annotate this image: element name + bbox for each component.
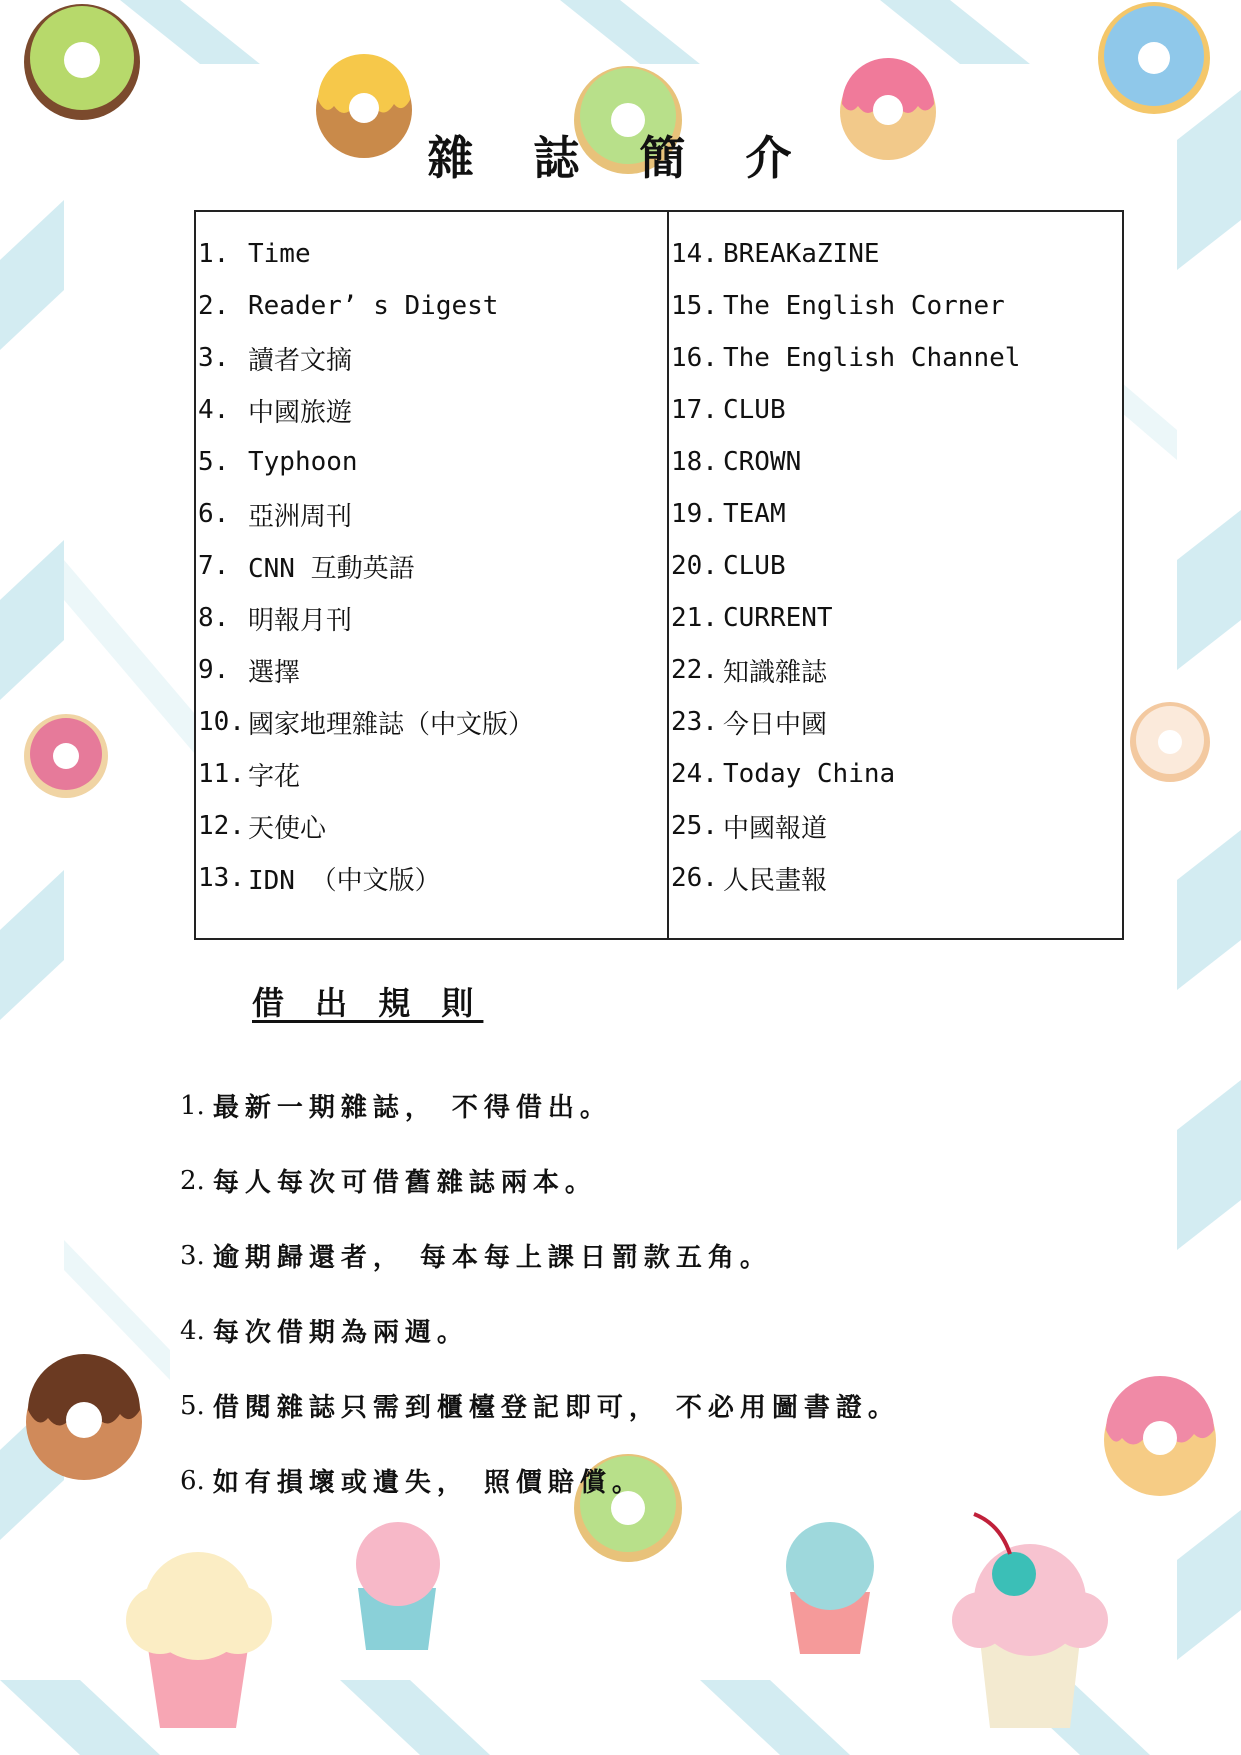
magazine-name: 讀者文摘 xyxy=(248,345,353,376)
rule-text: 逾期歸還者， 每本每上課日罰款五角。 xyxy=(212,1243,772,1273)
rule-text: 如有損壞或遺失， 照價賠償。 xyxy=(212,1468,644,1498)
list-item xyxy=(671,488,1122,540)
item-number: 7. xyxy=(198,551,230,581)
list-item xyxy=(198,488,667,540)
page-title: 雜 誌 簡 介 xyxy=(427,131,814,185)
list-item xyxy=(198,332,667,384)
magazine-name: Time xyxy=(248,239,311,269)
item-number: 19. xyxy=(670,499,718,529)
list-item xyxy=(671,540,1122,592)
magazine-name: CNN 互動英語 xyxy=(248,553,415,584)
rule-item xyxy=(180,1368,900,1443)
rule-text: 每次借期為兩週。 xyxy=(212,1318,469,1348)
cupcake-yellow-icon xyxy=(126,1552,272,1728)
magazine-name: The English Corner xyxy=(722,291,1005,321)
rules-heading: 借 出 規 則 xyxy=(252,984,484,1022)
rules-list xyxy=(180,1068,900,1518)
rule-text: 借閱雜誌只需到櫃檯登記即可， 不必用圖書證。 xyxy=(212,1393,900,1423)
cupcake-blue-icon xyxy=(786,1522,874,1654)
donut-green-icon xyxy=(24,4,140,120)
list-item xyxy=(198,384,667,436)
item-number: 21. xyxy=(670,603,718,633)
item-number: 3. xyxy=(198,343,230,373)
magazine-name: 天使心 xyxy=(248,813,327,844)
item-number: 24. xyxy=(670,759,718,789)
rule-number: 2. xyxy=(180,1165,205,1196)
magazine-name: The English Channel xyxy=(722,343,1021,373)
magazine-name: 知識雜誌 xyxy=(722,657,827,688)
list-item xyxy=(198,800,667,852)
item-number: 4. xyxy=(198,395,230,425)
magazine-name: CURRENT xyxy=(722,603,833,633)
list-item xyxy=(198,592,667,644)
magazine-name: BREAKaZINE xyxy=(722,239,880,269)
item-number: 16. xyxy=(670,343,718,373)
donut-pink-left-icon xyxy=(24,714,108,798)
list-item xyxy=(671,800,1122,852)
item-number: 6. xyxy=(198,499,230,529)
item-number: 8. xyxy=(198,603,230,633)
item-number: 23. xyxy=(670,707,718,737)
magazine-name: TEAM xyxy=(722,499,786,529)
magazine-name: 國家地理雜誌（中文版） xyxy=(248,709,535,740)
magazine-table xyxy=(194,210,1124,940)
magazine-name: 今日中國 xyxy=(722,709,827,740)
magazine-name: CROWN xyxy=(722,447,802,477)
cupcake-pink-icon xyxy=(356,1522,440,1650)
list-item xyxy=(671,384,1122,436)
magazine-name: Today China xyxy=(722,759,896,789)
stripe-frame-left xyxy=(0,200,64,1540)
item-number: 5. xyxy=(198,447,230,477)
rule-number: 6. xyxy=(180,1465,205,1496)
item-number: 13. xyxy=(198,863,245,893)
magazine-name: 選擇 xyxy=(248,657,301,688)
list-item xyxy=(671,696,1122,748)
magazine-name: Reader’ s Digest xyxy=(248,291,499,321)
item-number: 14. xyxy=(670,239,718,269)
donut-chocolate-icon xyxy=(26,1354,142,1480)
magazine-name: CLUB xyxy=(722,395,786,425)
list-item xyxy=(198,696,667,748)
item-number: 18. xyxy=(670,447,718,477)
rule-number: 1. xyxy=(180,1090,205,1121)
item-number: 2. xyxy=(198,291,230,321)
rule-item xyxy=(180,1443,900,1518)
list-item xyxy=(671,332,1122,384)
list-item xyxy=(198,748,667,800)
magazine-name: 中國報道 xyxy=(722,813,827,844)
magazine-name: 亞洲周刊 xyxy=(248,501,353,532)
list-item xyxy=(198,852,667,904)
list-item xyxy=(198,540,667,592)
rule-item xyxy=(180,1068,900,1143)
magazine-name: 字花 xyxy=(248,761,301,792)
rule-text: 最新一期雜誌， 不得借出。 xyxy=(212,1093,612,1123)
list-item xyxy=(198,644,667,696)
list-item xyxy=(671,852,1122,904)
rule-text: 每人每次可借舊雜誌兩本。 xyxy=(212,1168,597,1198)
donut-pink-right-icon xyxy=(1104,1376,1216,1496)
item-number: 15. xyxy=(670,291,718,321)
magazine-name: 明報月刊 xyxy=(248,605,353,636)
stripe-frame-top xyxy=(120,0,1030,64)
list-item xyxy=(198,436,667,488)
item-number: 1. xyxy=(198,239,230,269)
item-number: 22. xyxy=(670,655,718,685)
list-item xyxy=(671,592,1122,644)
magazine-name: 中國旅遊 xyxy=(248,397,353,428)
item-number: 20. xyxy=(670,551,718,581)
item-number: 9. xyxy=(198,655,230,685)
magazine-name: Typhoon xyxy=(248,447,358,477)
list-item xyxy=(671,280,1122,332)
item-number: 26. xyxy=(670,863,718,893)
rule-item xyxy=(180,1218,900,1293)
item-number: 25. xyxy=(670,811,718,841)
list-item xyxy=(671,748,1122,800)
item-number: 10. xyxy=(198,707,245,737)
magazine-name: IDN （中文版） xyxy=(248,865,441,896)
rule-number: 3. xyxy=(180,1240,205,1271)
item-number: 17. xyxy=(670,395,718,425)
rule-number: 5. xyxy=(180,1390,205,1421)
list-item xyxy=(671,436,1122,488)
rule-item xyxy=(180,1293,900,1368)
magazine-column-left xyxy=(196,212,669,938)
rule-item xyxy=(180,1143,900,1218)
magazine-name: 人民畫報 xyxy=(722,865,827,896)
donut-blue-icon xyxy=(1098,2,1210,114)
magazine-name: CLUB xyxy=(722,551,786,581)
list-item xyxy=(198,280,667,332)
rule-number: 4. xyxy=(180,1315,205,1346)
item-number: 12. xyxy=(198,811,245,841)
magazine-column-right xyxy=(669,212,1122,938)
list-item xyxy=(671,228,1122,280)
item-number: 11. xyxy=(198,759,245,789)
list-item xyxy=(671,644,1122,696)
donut-sprinkle-right-icon xyxy=(1130,702,1210,782)
list-item xyxy=(198,228,667,280)
